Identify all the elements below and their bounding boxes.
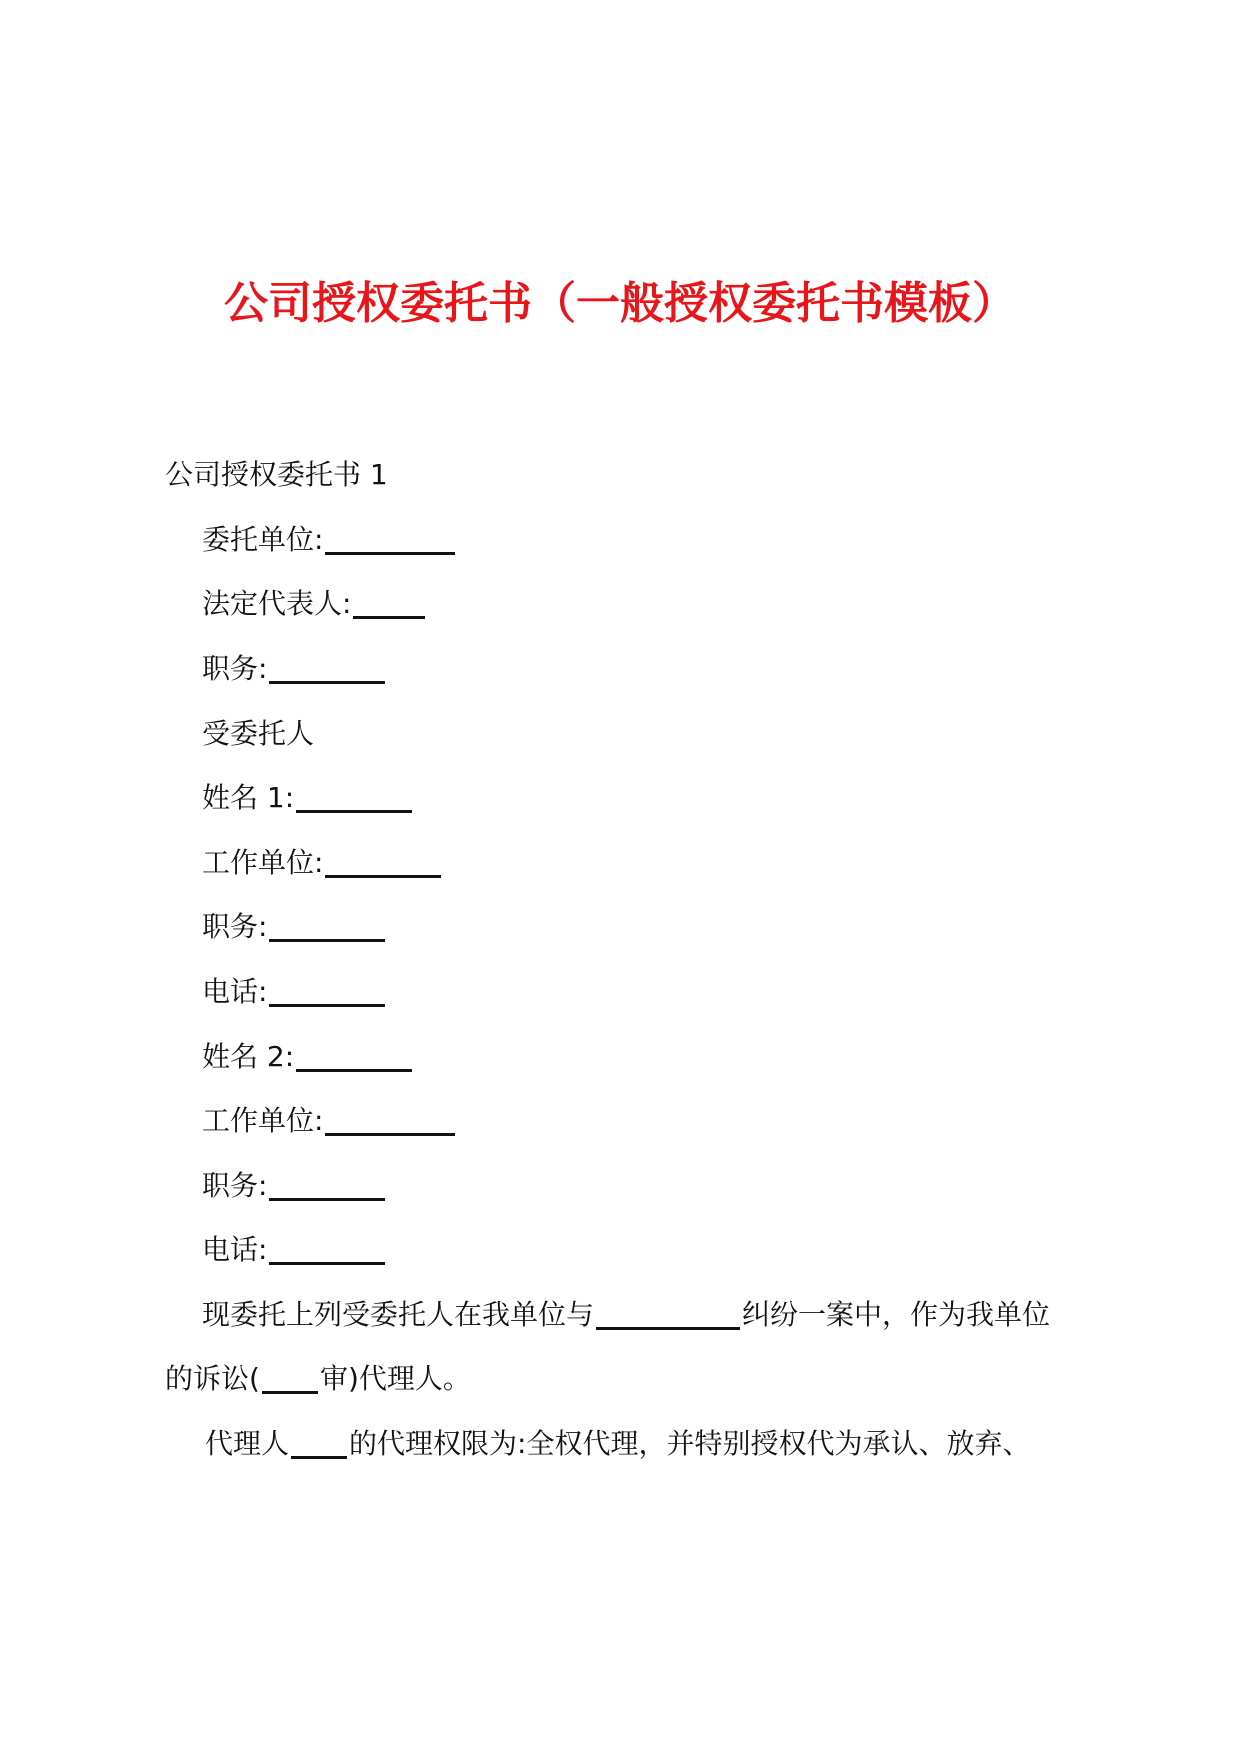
blank-underline — [269, 1232, 385, 1265]
blank-underline — [262, 1361, 318, 1394]
paragraph-1-line-2 — [165, 1359, 471, 1399]
blank-underline — [291, 1426, 347, 1459]
field-agent2-name — [202, 1037, 412, 1077]
paragraph-1-line-1 — [202, 1295, 1050, 1335]
paragraph-text: 的诉讼( — [165, 1362, 260, 1395]
field-agent2-position — [202, 1166, 385, 1206]
field-label: 职务: — [202, 1169, 268, 1202]
paragraph-text: 现委托上列受委托人在我单位与 — [202, 1298, 595, 1331]
field-label: 电话: — [202, 1233, 268, 1266]
blank-underline — [325, 522, 455, 555]
field-label: 工作单位: — [202, 1104, 324, 1137]
paragraph-text: 审)代理人。 — [319, 1362, 471, 1395]
agents-heading: 受委托人 — [202, 717, 315, 750]
field-principal-position — [202, 649, 385, 689]
field-label: 电话: — [202, 975, 268, 1008]
section-heading: 公司授权委托书 1 — [165, 458, 388, 491]
field-label: 法定代表人: — [202, 587, 352, 620]
blank-underline — [296, 1039, 412, 1072]
paragraph-text: 纠纷一案中，作为我单位 — [742, 1298, 1051, 1331]
field-agent1-name — [202, 778, 412, 818]
field-agent2-phone — [202, 1230, 385, 1270]
document-title: 公司授权委托书（一般授权委托书模板） — [224, 278, 1016, 329]
blank-underline — [325, 1103, 455, 1136]
paragraph-text: 的代理权限为:全权代理，并特别授权代为承认、放弃、 — [349, 1427, 1031, 1460]
blank-underline — [269, 909, 385, 942]
field-label: 工作单位: — [202, 846, 324, 879]
field-legal-representative — [202, 584, 425, 624]
field-label: 委托单位: — [202, 523, 324, 556]
field-agent1-work-unit — [202, 843, 441, 883]
field-agent1-position — [202, 907, 385, 947]
field-label: 姓名 2: — [202, 1040, 295, 1073]
blank-underline — [353, 586, 425, 619]
blank-underline — [596, 1297, 740, 1330]
paragraph-text: 代理人 — [205, 1427, 290, 1460]
field-label: 职务: — [202, 652, 268, 685]
paragraph-2-line-1 — [205, 1424, 1030, 1464]
blank-underline — [325, 845, 441, 878]
field-label: 姓名 1: — [202, 781, 295, 814]
blank-underline — [269, 1168, 385, 1201]
blank-underline — [269, 651, 385, 684]
field-principal-unit — [202, 520, 455, 560]
field-agent1-phone — [202, 972, 385, 1012]
field-agent2-work-unit — [202, 1101, 455, 1141]
field-label: 职务: — [202, 910, 268, 943]
blank-underline — [296, 780, 412, 813]
blank-underline — [269, 974, 385, 1007]
